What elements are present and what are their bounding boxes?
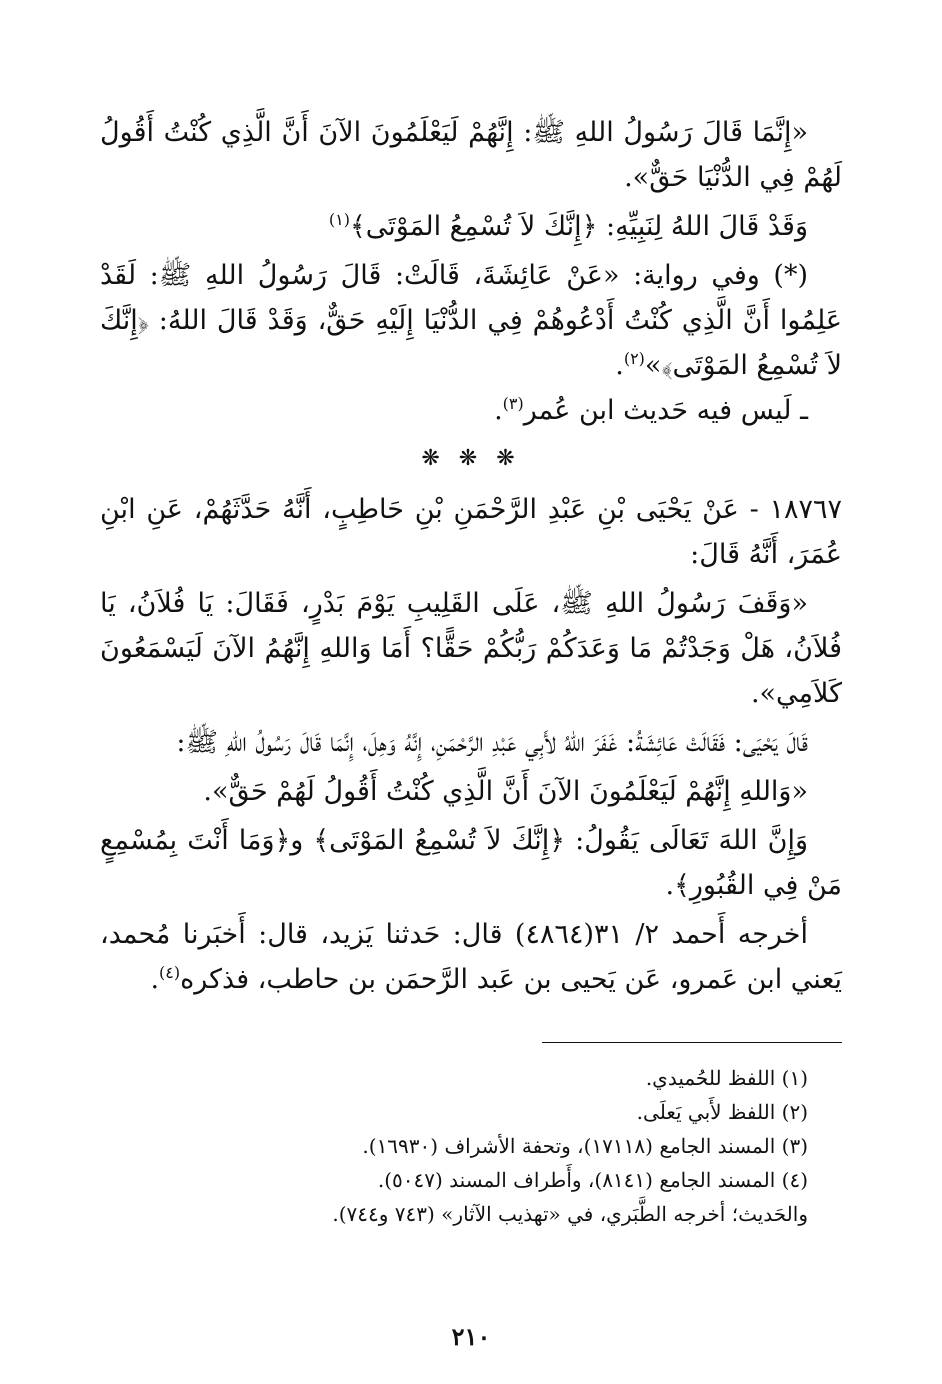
footnotes bbox=[100, 1061, 842, 1231]
footnote: (٣) المسند الجامع (١٧١١٨)، وتحفة الأشراف (١٦٩٣٠). bbox=[362, 1134, 808, 1158]
hadith-header: ١٨٧٦٧ - عَنْ يَحْيَى بْنِ عَبْدِ الرَّحْمَنِ بْنِ حَاطِبٍ، أَنَّهُ حَدَّثَهُمْ، عَنِ ابْنِ عُمَرَ، أَنَّهُ قَالَ: bbox=[100, 494, 842, 570]
footnote: والحَديث؛ أخرجه الطَّبَري، في «تهذيب الآثار» (٧٤٣ و٧٤٤). bbox=[332, 1202, 808, 1226]
footnote-ref: (٣) bbox=[502, 394, 524, 413]
paragraph-text: أخرجه أَحمد ٢/ ٣١(٤٨٦٤) قال: حَدثنا يَزيد، قال: أَخبَرنا مُحمد، يَعني ابن عَمرو، عَن يَحيى بن عَبد الرَّحمَن بن حاطب، فذكره bbox=[100, 919, 842, 995]
paragraph-text: (*) وفي رواية: «عَنْ عَائِشَةَ، قَالَتْ: قَالَ رَسُولُ اللهِ ﷺ: لَقَدْ عَلِمُوا أَنَّ الَّذِي كُنْتُ أَدْعُوهُمْ فِي الدُّنْيَا إِلَيْهِ حَقٌّ، وَقَدْ قَالَ اللهُ: ﴿إِنَّكَ لاَ تُسْمِعُ المَوْتَى﴾» bbox=[100, 260, 842, 381]
paragraph: ـ لَيس فيه حَديث ابن عُمر$^{(٣)}$. bbox=[494, 394, 808, 426]
main-text bbox=[100, 110, 842, 1002]
footnote-ref: (٢) bbox=[623, 349, 645, 368]
section-separator: ❋ ❋ ❋ bbox=[421, 446, 521, 471]
page-body bbox=[100, 110, 842, 1231]
takhrij: أخرجه أَحمد ٢/ ٣١(٤٨٦٤) قال: حَدثنا يَزيد، قال: أَخبَرنا مُحمد، يَعني ابن عَمرو، عَن يَحيى بن عَبد الرَّحمَن بن حاطب، فذكره$^{(٤)}$. bbox=[100, 919, 842, 995]
paragraph: «إِنَّمَا قَالَ رَسُولُ اللهِ ﷺ: إِنَّهُمْ لَيَعْلَمُونَ الآنَ أَنَّ الَّذِي كُنْتُ أَقُولُ لَهُمْ فِي الدُّنْيَا حَقٌّ». bbox=[100, 117, 842, 193]
paragraph: وَإِنَّ اللهَ تَعَالَى يَقُولُ: ﴿إِنَّكَ لاَ تُسْمِعُ المَوْتَى﴾ و﴿وَمَا أَنْتَ بِمُسْمِعٍ مَنْ فِي القُبُورِ﴾. bbox=[100, 825, 842, 901]
paragraph bbox=[100, 204, 842, 249]
page-number: ٢١٠ bbox=[451, 1322, 491, 1351]
footnote: (١) اللفظ للحُميدي. bbox=[645, 1066, 808, 1090]
footnote-ref: (١) bbox=[328, 210, 350, 229]
footnote: (٤) المسند الجامع (٨١٤١)، وأَطراف المسند (٥٠٤٧). bbox=[377, 1168, 808, 1192]
paragraph: «وَاللهِ إِنَّهُمْ لَيَعْلَمُونَ الآنَ أَنَّ الَّذِي كُنْتُ أَقُولُ لَهُمْ حَقٌّ». bbox=[203, 776, 808, 807]
paragraph: «وَقَفَ رَسُولُ اللهِ ﷺ، عَلَى القَلِيبِ يَوْمَ بَدْرٍ، فَقَالَ: يَا فُلاَنُ، يَا فُلاَنُ، هَلْ وَجَدْتُمْ مَا وَعَدَكُمْ رَبُّكُمْ حَقًّا؟ أَمَا وَاللهِ إِنَّهُمُ الآنَ لَيَسْمَعُونَ كَلاَمِي». bbox=[100, 588, 842, 709]
footnote: (٢) اللفظ لأَبي يَعلَى. bbox=[636, 1100, 808, 1124]
paragraph-text: وَقَدْ قَالَ اللهُ لِنَبِيِّهِ: ﴿إِنَّكَ لاَ تُسْمِعُ المَوْتَى﴾ bbox=[349, 211, 808, 242]
paragraph: قَالَ يَحْيَى: فَقَالَتْ عَائِشَةُ: غَفَرَ اللهُ لأَبِي عَبْدِ الرَّحْمَنِ، إِنَّهُ وَهِلَ، إِنَّمَا قَالَ رَسُولُ اللهِ ﷺ: bbox=[176, 727, 808, 758]
footnote-divider bbox=[542, 1042, 842, 1043]
paragraph-variant: (*) وفي رواية: «عَنْ عَائِشَةَ، قَالَتْ: قَالَ رَسُولُ اللهِ ﷺ: لَقَدْ عَلِمُوا أَنَّ الَّذِي كُنْتُ أَدْعُوهُمْ فِي الدُّنْيَا إِلَيْهِ حَقٌّ، وَقَدْ قَالَ اللهُ: ﴿إِنَّكَ لاَ تُسْمِعُ المَوْتَى﴾»$^{(٢)}$. bbox=[100, 260, 842, 381]
footnote-ref: (٤) bbox=[159, 963, 181, 982]
paragraph-text: ـ لَيس فيه حَديث ابن عُمر bbox=[523, 395, 808, 426]
